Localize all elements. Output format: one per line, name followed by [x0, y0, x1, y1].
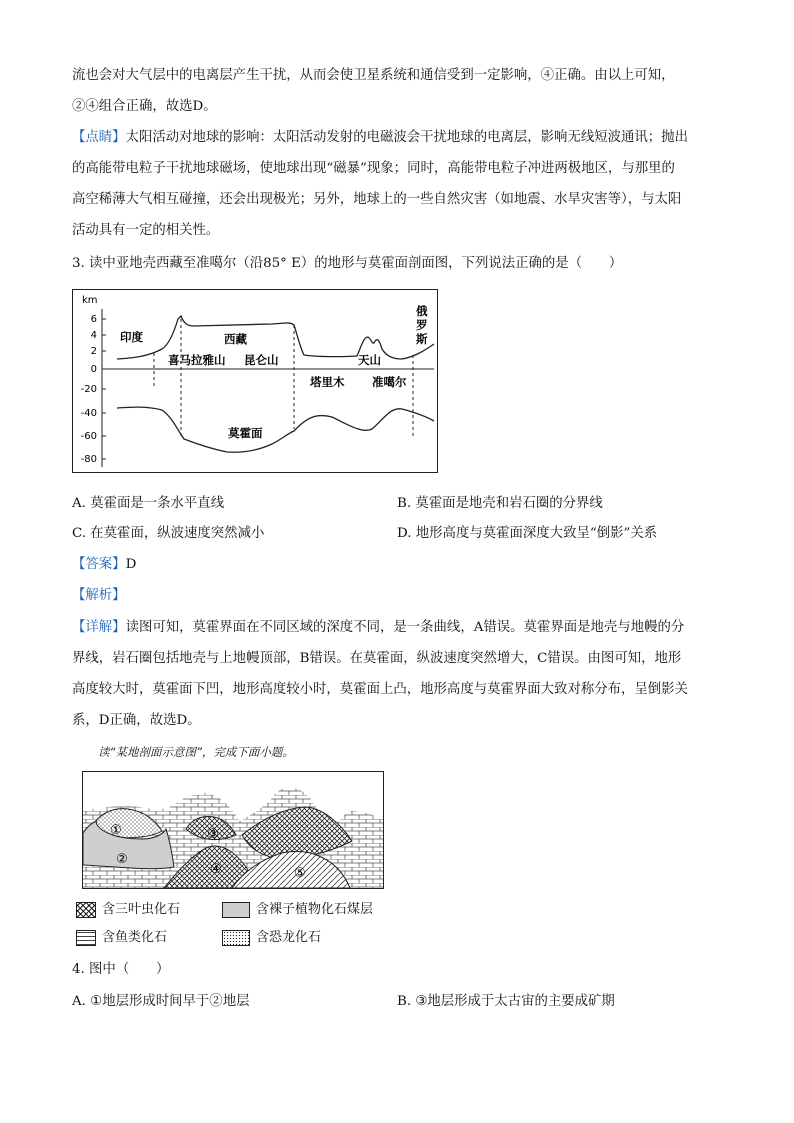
option-c[interactable]: C. 在莫霍面，纵波速度突然减小 [72, 526, 265, 541]
moho-profile-figure [72, 289, 438, 473]
detail-line: 高度较大时，莫霍面下凹，地形高度较小时，莫霍面上凸，地形高度与莫霍界面大致对称分布，呈倒影关 [72, 682, 688, 697]
dianjing-line: 高空稀薄大气相互碰撞，还会出现极光；另外，地球上的一些自然灾害（如地震、水旱灾害等），与太阳 [72, 192, 682, 207]
layer-3-label: ③ [207, 827, 219, 842]
dianjing-line [72, 128, 688, 148]
paragraph-line: 流也会对大气层中的电离层产生干扰，从而会使卫星系统和通信受到一定影响，④正确。由以上可知， [72, 68, 675, 83]
layer-2-label: ② [116, 852, 128, 867]
legend-label: 含三叶虫化石 [102, 902, 181, 917]
layer-5-label: ⑤ [294, 866, 306, 881]
tick-label: -20 [80, 384, 97, 395]
detail-line: 界线，岩石圈包括地壳与上地幔顶部，B错误。在莫霍面，纵波速度突然增大，C错误。由图可知，地形 [72, 651, 682, 666]
dianjing-tag: 【点睛】 [72, 130, 126, 145]
tick-label: -60 [80, 431, 97, 442]
answer-value: D [125, 557, 137, 572]
crosshatch-swatch [76, 902, 96, 918]
dianjing-text: 太阳活动对地球的影响：太阳活动发射的电磁波会干扰地球的电离层，影响无线短波通讯；抛出 [125, 130, 688, 145]
dianjing-line: 的高能带电粒子干扰地球磁场，使地球出现“磁暴”现象；同时，高能带电粒子冲进两极地区，与那里的 [72, 161, 675, 176]
legend-gymnosperm [222, 901, 373, 919]
label-junggar: 准噶尔 [372, 375, 407, 389]
detail-text: 读图可知，莫霍界面在不同区域的深度不同，是一条曲线，A错误。莫霍界面是地壳与地幔的分 [125, 620, 685, 635]
legend-label: 含鱼类化石 [102, 930, 168, 945]
tick-label: 6 [90, 314, 97, 325]
tick-label: 0 [90, 364, 97, 375]
detail-line [72, 618, 684, 638]
tick-label: 2 [90, 346, 97, 357]
legend-label: 含裸子植物化石煤层 [256, 902, 374, 917]
figure2-caption: 读“某地剖面示意图”，完成下面小题。 [98, 745, 294, 759]
tick-label: 4 [90, 330, 97, 341]
option-a[interactable]: A. 莫霍面是一条水平直线 [72, 496, 225, 511]
detail-line: 系，D正确，故选D。 [72, 713, 201, 728]
answer-tag: 【答案】 [72, 557, 126, 572]
label-tibet: 西藏 [224, 332, 247, 346]
label-himalaya: 喜马拉雅山 [168, 353, 226, 367]
unit-label: km [82, 295, 98, 306]
question-4-stem: 4. 图中（ ） [72, 962, 170, 977]
dot-swatch [222, 930, 250, 946]
option-a[interactable]: A. ①地层形成时间早于②地层 [72, 994, 250, 1009]
layer-1-label: ① [110, 823, 122, 838]
label-tianshan: 天山 [358, 353, 381, 367]
legend-label: 含恐龙化石 [256, 930, 322, 945]
label-moho: 莫霍面 [228, 426, 263, 440]
tick-label: -40 [80, 408, 97, 419]
legend-trilobite [76, 901, 180, 919]
dianjing-line: 活动具有一定的相关性。 [72, 223, 220, 238]
jiexi-tag: 【解析】 [72, 588, 126, 603]
question-3-stem: 3. 读中亚地壳西藏至准噶尔（沿85° E）的地形与莫霍面剖面图，下列说法正确的是（ ） [72, 256, 623, 271]
brick-swatch [76, 930, 96, 946]
tick-label: -80 [80, 454, 97, 465]
paragraph-line: ②④组合正确，故选D。 [72, 99, 217, 114]
option-b[interactable]: B. ③地层形成于太古宙的主要成矿期 [397, 994, 615, 1009]
option-b[interactable]: B. 莫霍面是地壳和岩石圈的分界线 [397, 496, 603, 511]
gray-swatch [222, 902, 250, 918]
geologic-section-figure [82, 771, 384, 889]
label-russia-3: 斯 [416, 332, 428, 346]
layer-4-label: ④ [210, 862, 222, 877]
detail-tag: 【详解】 [72, 620, 126, 635]
legend-dinosaur [222, 929, 321, 947]
label-tarim: 塔里木 [310, 375, 345, 389]
label-india: 印度 [120, 330, 143, 344]
label-kunlun: 昆仑山 [244, 353, 279, 367]
answer-line [72, 555, 136, 575]
option-d[interactable]: D. 地形高度与莫霍面深度大致呈“倒影”关系 [397, 526, 658, 541]
legend-fish [76, 929, 167, 947]
label-russia-1: 俄 [416, 304, 428, 318]
label-russia-2: 罗 [416, 318, 428, 332]
